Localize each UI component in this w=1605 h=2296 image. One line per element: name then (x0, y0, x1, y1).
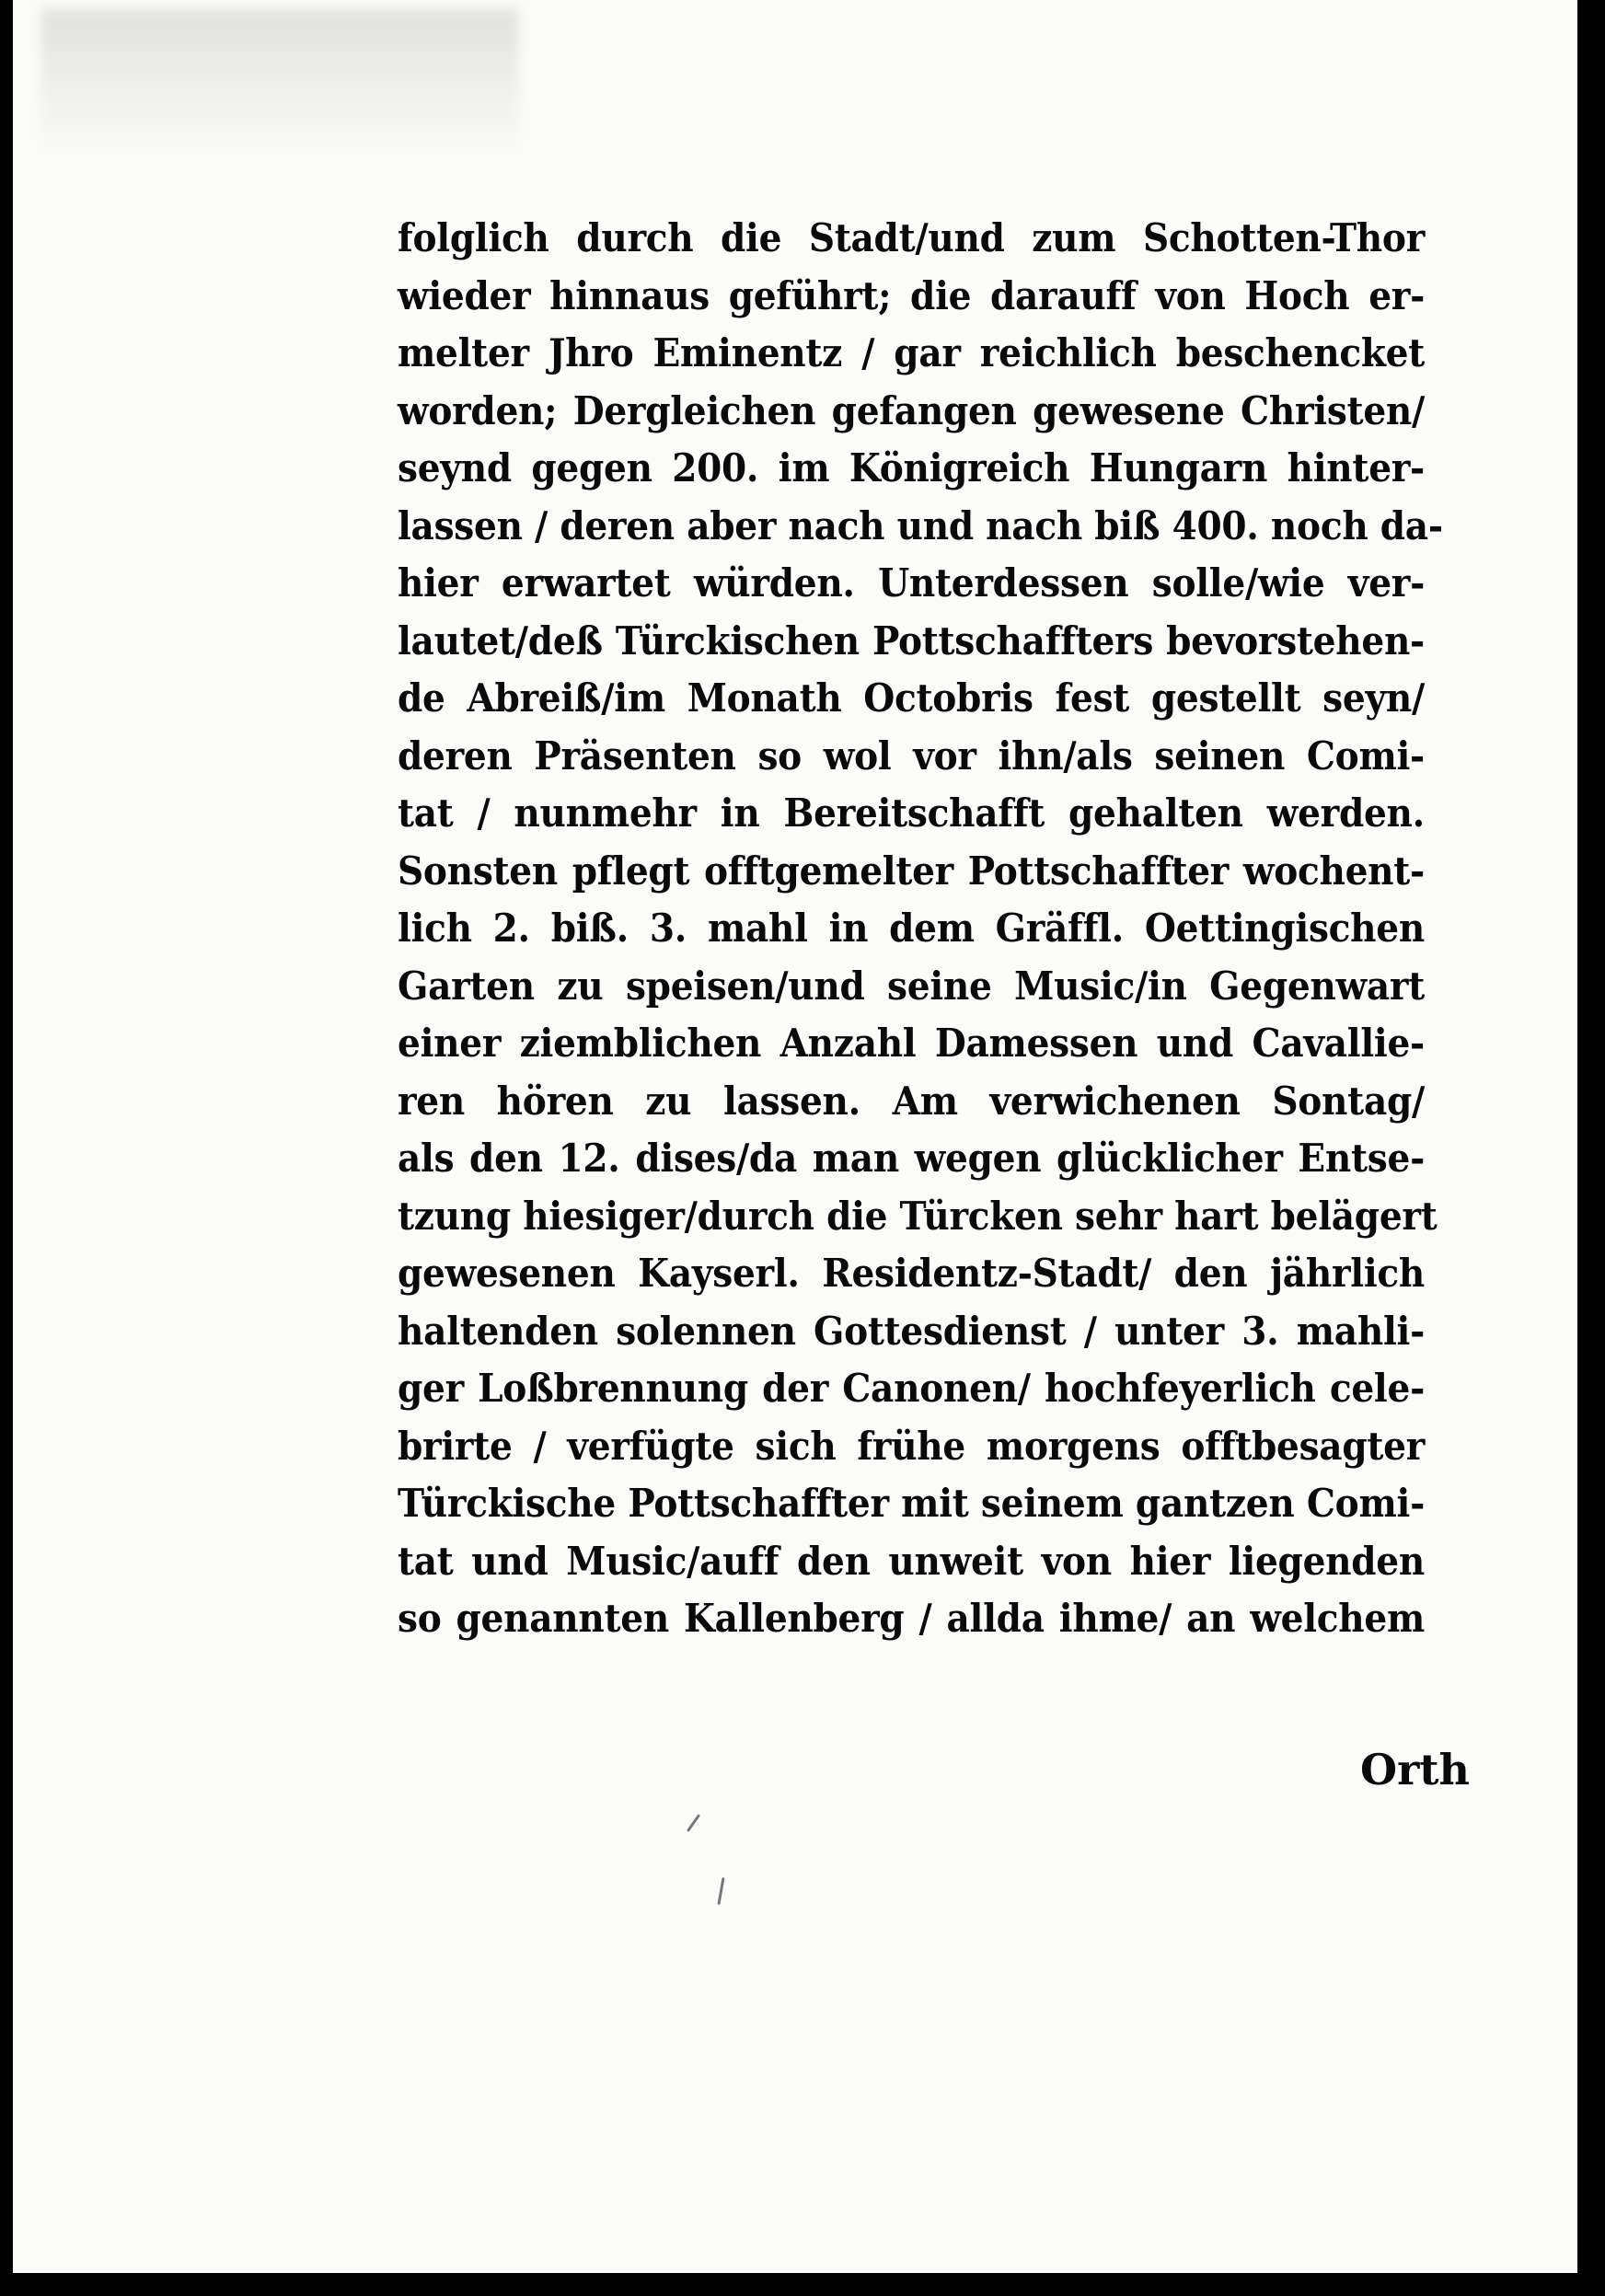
text-line: Garten zu speisen/und seine Music/in Gegenwart (398, 963, 1425, 1009)
text-line: einer ziemblichen Anzahl Damessen und Cavallie- (398, 1021, 1425, 1066)
text-line: hier erwartet würden. Unterdessen solle/wie ver- (398, 560, 1425, 606)
text-line: deren Präsenten so wol vor ihn/als seinen Comi- (398, 733, 1425, 779)
text-line: ger Loßbrennung der Canonen/ hochfeyerlich cele- (398, 1366, 1425, 1411)
text-line: seynd gegen 200. im Königreich Hungarn hinter- (398, 445, 1425, 490)
text-line: Sonsten pflegt offtgemelter Pottschaffter wochent- (398, 848, 1425, 894)
text-line: gewesenen Kayserl. Residentz-Stadt/ den jährlich (398, 1251, 1425, 1296)
text-line: tat und Music/auff den unweit von hier liegenden (398, 1538, 1425, 1584)
text-line: folglich durch die Stadt/und zum Schotten-Thor (398, 215, 1425, 260)
text-line: ren hören zu lassen. Am verwichenen Sontag/ (398, 1078, 1425, 1124)
text-line: de Abreiß/im Monath Octobris fest gestellt seyn/ (398, 675, 1425, 721)
text-line: tat / nunmehr in Bereitschafft gehalten werden. (398, 790, 1425, 836)
text-line: Türckische Pottschaffter mit seinem gantzen Comi- (398, 1481, 1425, 1526)
text-line: wieder hinnaus geführt; die darauff von Hoch er- (398, 272, 1425, 318)
text-line: brirte / verfügte sich frühe morgens offtbesagter (398, 1423, 1425, 1469)
catchword: Orth (1360, 1745, 1470, 1794)
text-line: haltenden solennen Gottesdienst / unter 3. mahli- (398, 1308, 1425, 1354)
text-line: worden; Dergleichen gefangen gewesene Christen/ (398, 387, 1425, 433)
show-through-smudge (40, 9, 519, 156)
text-line: melter Jhro Eminentz / gar reichlich beschencket (398, 330, 1425, 375)
body-text (398, 210, 1502, 1648)
text-line: tzung hiesiger/durch die Türcken sehr hart belägert (398, 1193, 1438, 1239)
text-line: lautet/deß Türckischen Pottschaffters bevorstehen- (398, 617, 1425, 663)
text-line: lassen / deren aber nach und nach biß 400. noch da- (398, 502, 1443, 548)
text-line: so genannten Kallenberg / allda ihme/ an welchem (398, 1596, 1425, 1641)
text-line: als den 12. dises/da man wegen glücklicher Entse- (398, 1136, 1425, 1181)
text-line: lich 2. biß. 3. mahl in dem Gräffl. Oettingischen (398, 906, 1425, 951)
